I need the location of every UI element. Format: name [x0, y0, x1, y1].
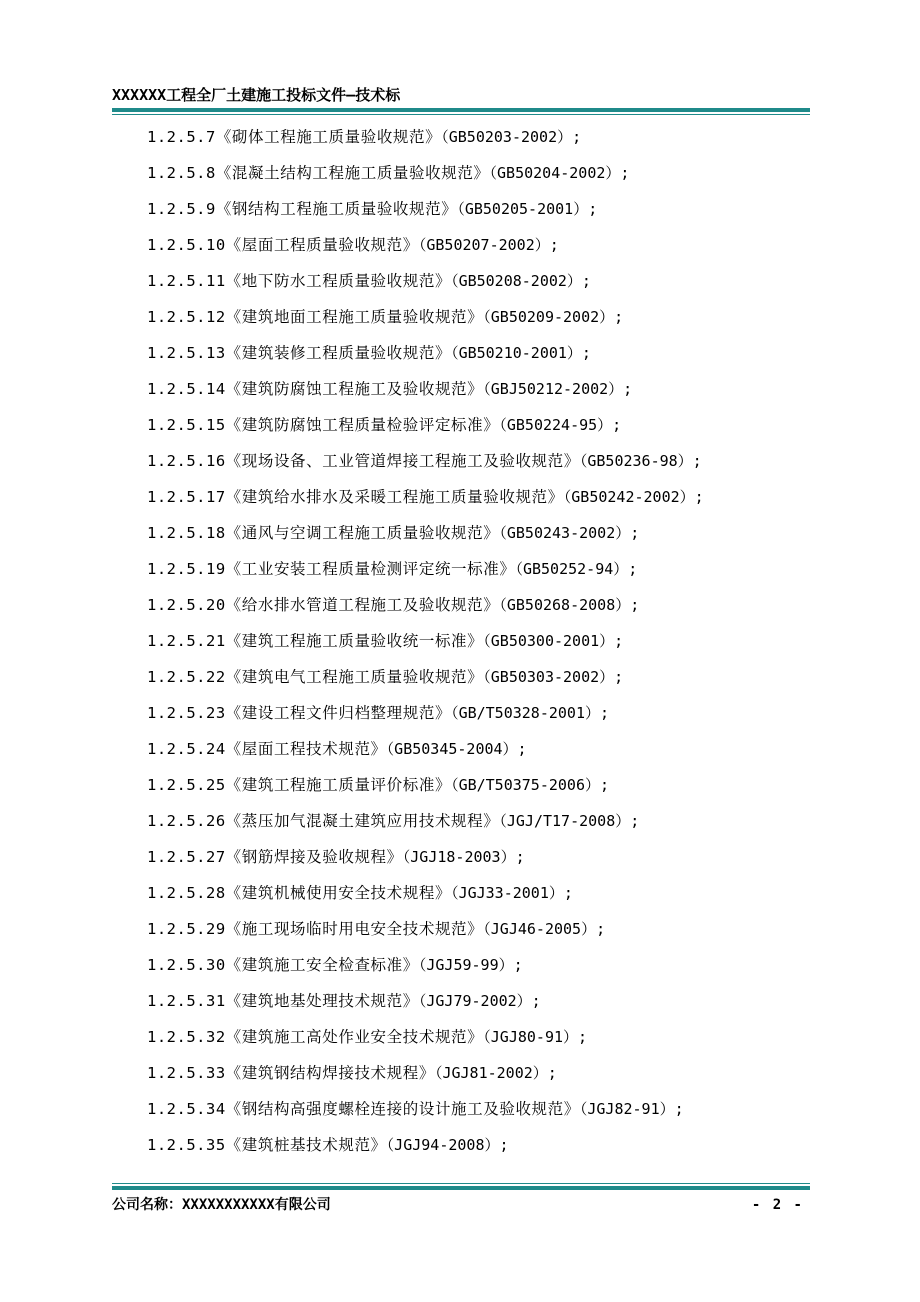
item-number: 1.2.5.34	[147, 1100, 226, 1118]
item-number: 1.2.5.20	[147, 596, 226, 614]
standard-code: （JGJ94-2008）;	[386, 1136, 509, 1154]
standard-item	[147, 773, 807, 809]
standard-code: （GB50300-2001）;	[483, 632, 624, 650]
standard-title: 《建筑施工高处作业安全技术规范》	[225, 1028, 484, 1046]
standard-item	[147, 341, 807, 377]
standard-title: 《建筑桩基技术规范》	[225, 1136, 387, 1154]
standard-title: 《建筑地面工程施工质量验收规范》	[225, 308, 484, 326]
item-number: 1.2.5.29	[147, 920, 226, 938]
standard-item	[147, 125, 807, 161]
standard-title: 《建设工程文件归档整理规范》	[225, 704, 452, 722]
standard-code: （GB50268-2008）;	[499, 596, 640, 614]
standard-title: 《工业安装工程质量检测评定统一标准》	[225, 560, 516, 578]
item-number: 1.2.5.23	[147, 704, 226, 722]
standard-title: 《砌体工程施工质量验收规范》	[215, 128, 442, 146]
item-number: 1.2.5.13	[147, 344, 226, 362]
standard-code: （JGJ59-99）;	[418, 956, 523, 974]
document-title: XXXXXX工程全厂土建施工投标文件—技术标	[112, 86, 401, 104]
item-number: 1.2.5.18	[147, 524, 226, 542]
standard-item	[147, 485, 807, 521]
standard-code: （GB/T50328-2001）;	[451, 704, 610, 722]
standard-title: 《建筑工程施工质量验收统一标准》	[225, 632, 484, 650]
footer-rule-thick	[112, 1186, 810, 1190]
item-number: 1.2.5.24	[147, 740, 226, 758]
standard-code: （JGJ81-2002）;	[434, 1064, 557, 1082]
standard-code: （GB50243-2002）;	[499, 524, 640, 542]
standard-item	[147, 305, 807, 341]
item-number: 1.2.5.8	[147, 164, 216, 182]
item-number: 1.2.5.16	[147, 452, 226, 470]
standard-title: 《地下防水工程质量验收规范》	[225, 272, 452, 290]
standard-title: 《建筑装修工程质量验收规范》	[225, 344, 452, 362]
standard-item	[147, 845, 807, 881]
standard-title: 《屋面工程质量验收规范》	[225, 236, 419, 254]
standards-list	[147, 125, 807, 1169]
standard-code: （GB50208-2002）;	[451, 272, 591, 290]
page-number: - 2 -	[751, 1197, 804, 1213]
standard-item	[147, 557, 807, 593]
standard-code: （GB50210-2001）;	[451, 344, 591, 362]
header-rule-thin	[112, 114, 810, 115]
standard-title: 《建筑电气工程施工质量验收规范》	[225, 668, 484, 686]
standard-item	[147, 413, 807, 449]
item-number: 1.2.5.26	[147, 812, 226, 830]
item-number: 1.2.5.7	[147, 128, 216, 146]
item-number: 1.2.5.31	[147, 992, 226, 1010]
item-number: 1.2.5.17	[147, 488, 226, 506]
standard-title: 《建筑防腐蚀工程质量检验评定标准》	[225, 416, 500, 434]
standard-code: （GB50242-2002）;	[563, 488, 704, 506]
standard-title: 《建筑给水排水及采暖工程施工质量验收规范》	[225, 488, 564, 506]
item-number: 1.2.5.28	[147, 884, 226, 902]
standard-title: 《蒸压加气混凝土建筑应用技术规程》	[225, 812, 500, 830]
standard-item	[147, 1061, 807, 1097]
standard-item	[147, 629, 807, 665]
standard-code: （GB/T50375-2006）;	[451, 776, 610, 794]
standard-title: 《建筑机械使用安全技术规程》	[225, 884, 452, 902]
page-header	[112, 86, 810, 115]
standard-title: 《现场设备、工业管道焊接工程施工及验收规范》	[225, 452, 580, 470]
standard-title: 《混凝土结构工程施工质量验收规范》	[215, 164, 490, 182]
standard-title: 《通风与空调工程施工质量验收规范》	[225, 524, 500, 542]
item-number: 1.2.5.11	[147, 272, 226, 290]
standard-code: （GB50204-2002）;	[489, 164, 630, 182]
standard-title: 《钢结构工程施工质量验收规范》	[215, 200, 458, 218]
item-number: 1.2.5.14	[147, 380, 226, 398]
standard-item	[147, 233, 807, 269]
standard-code: （JGJ33-2001）;	[451, 884, 573, 902]
standard-item	[147, 953, 807, 989]
standard-item	[147, 881, 807, 917]
item-number: 1.2.5.33	[147, 1064, 226, 1082]
standard-item	[147, 1133, 807, 1169]
item-number: 1.2.5.19	[147, 560, 226, 578]
standard-item	[147, 1097, 807, 1133]
standard-code: （GBJ50212-2002）;	[483, 380, 633, 398]
standard-code: （JGJ79-2002）;	[418, 992, 541, 1010]
standard-item	[147, 521, 807, 557]
standard-code: （JGJ80-91）;	[483, 1028, 588, 1046]
standard-title: 《施工现场临时用电安全技术规范》	[225, 920, 484, 938]
standard-title: 《建筑地基处理技术规范》	[225, 992, 419, 1010]
standard-title: 《给水排水管道工程施工及验收规范》	[225, 596, 500, 614]
standard-item	[147, 989, 807, 1025]
standard-title: 《钢筋焊接及验收规程》	[225, 848, 403, 866]
standard-title: 《建筑工程施工质量评价标准》	[225, 776, 452, 794]
standard-item	[147, 665, 807, 701]
item-number: 1.2.5.15	[147, 416, 226, 434]
standard-item	[147, 593, 807, 629]
standard-code: （JGJ82-91）;	[579, 1100, 684, 1118]
item-number: 1.2.5.27	[147, 848, 226, 866]
standard-code: （GB50207-2002）;	[418, 236, 559, 254]
item-number: 1.2.5.12	[147, 308, 226, 326]
item-number: 1.2.5.10	[147, 236, 226, 254]
standard-code: （GB50203-2002）;	[441, 128, 582, 146]
standard-code: （JGJ46-2005）;	[483, 920, 606, 938]
standard-title: 《建筑钢结构焊接技术规程》	[225, 1064, 435, 1082]
standard-item	[147, 1025, 807, 1061]
standard-code: （JGJ/T17-2008）;	[499, 812, 640, 830]
standard-item	[147, 197, 807, 233]
standard-code: （GB50205-2001）;	[457, 200, 598, 218]
standard-code: （GB50303-2002）;	[483, 668, 624, 686]
standard-item	[147, 701, 807, 737]
standard-item	[147, 377, 807, 413]
item-number: 1.2.5.30	[147, 956, 226, 974]
standard-code: （GB50224-95）;	[499, 416, 622, 434]
standard-title: 《钢结构高强度螺栓连接的设计施工及验收规范》	[225, 1100, 580, 1118]
standard-code: （GB50209-2002）;	[483, 308, 624, 326]
standard-code: （GB50345-2004）;	[386, 740, 527, 758]
page-footer	[112, 1183, 810, 1214]
standard-item	[147, 269, 807, 305]
standard-item	[147, 737, 807, 773]
standard-item	[147, 809, 807, 845]
item-number: 1.2.5.32	[147, 1028, 226, 1046]
standard-item	[147, 161, 807, 197]
item-number: 1.2.5.21	[147, 632, 226, 650]
standard-title: 《建筑防腐蚀工程施工及验收规范》	[225, 380, 484, 398]
item-number: 1.2.5.9	[147, 200, 216, 218]
standard-title: 《建筑施工安全检查标准》	[225, 956, 419, 974]
standard-code: （JGJ18-2003）;	[402, 848, 525, 866]
item-number: 1.2.5.25	[147, 776, 226, 794]
standard-item	[147, 449, 807, 485]
item-number: 1.2.5.35	[147, 1136, 226, 1154]
standard-code: （GB50252-94）;	[515, 560, 638, 578]
company-name: 公司名称：XXXXXXXXXXX有限公司	[112, 1197, 331, 1213]
standard-title: 《屋面工程技术规范》	[225, 740, 387, 758]
item-number: 1.2.5.22	[147, 668, 226, 686]
standard-item	[147, 917, 807, 953]
standard-code: （GB50236-98）;	[579, 452, 702, 470]
